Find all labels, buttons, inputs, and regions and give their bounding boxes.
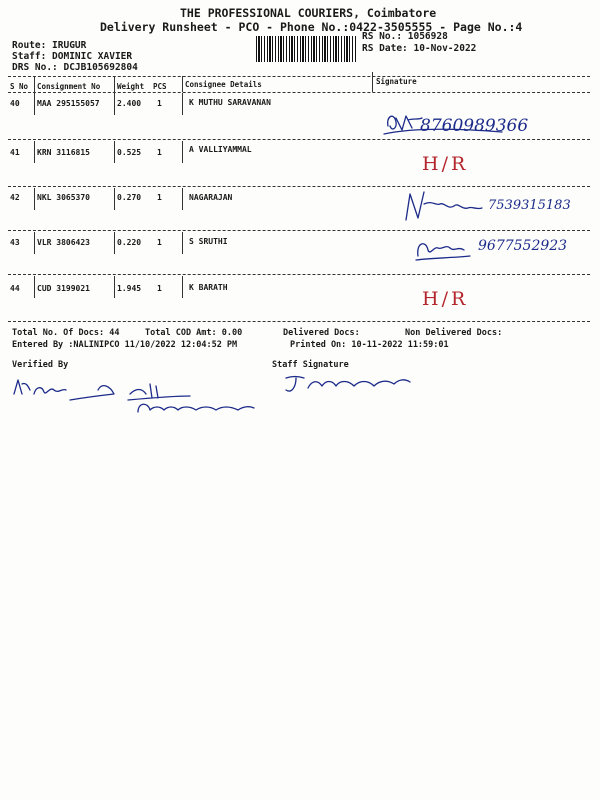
table-row-weight: 0.270 xyxy=(117,193,142,202)
table-row-consignment: CUD 3199021 xyxy=(37,284,90,293)
verifier-signature xyxy=(10,372,280,420)
table-row-pcs: 1 xyxy=(157,238,162,247)
table-row-weight: 0.220 xyxy=(117,238,142,247)
staff-signature xyxy=(282,370,422,398)
printed-on: Printed On: 10-11-2022 11:59:01 xyxy=(290,340,449,350)
table-row-consignee: K BARATH xyxy=(189,283,228,292)
rs-number: RS No.: 1056928 xyxy=(362,31,448,42)
table-row-consignment: NKL 3065370 xyxy=(37,193,90,202)
table-row-consignment: MAA 295155057 xyxy=(37,99,100,108)
entered-by: Entered By :NALINIPCO 11/10/2022 12:04:52 PM xyxy=(12,340,238,350)
table-row-weight: 2.400 xyxy=(117,99,142,108)
col-header-pcs: PCS xyxy=(153,82,167,91)
staff-signature-label: Staff Signature xyxy=(272,360,349,370)
col-header-weight: Weight xyxy=(117,82,145,91)
col-header-consignment: Consignment No xyxy=(37,82,101,91)
handwritten-phone-row40: 8760989366 xyxy=(420,116,529,136)
runsheet-subtitle: Delivery Runsheet - PCO - Phone No.:0422-3505555 - Page No.:4 xyxy=(100,20,523,34)
table-row-consignee: K MUTHU SARAVANAN xyxy=(189,98,271,107)
staff-label: Staff: DOMINIC XAVIER xyxy=(12,51,133,62)
verified-by-label: Verified By xyxy=(12,360,69,370)
table-row-pcs: 1 xyxy=(157,193,162,202)
table-row-sno: 43 xyxy=(10,238,20,247)
table-row-consignee: A VALLIYAMMAL xyxy=(189,145,252,154)
col-header-sno: S No xyxy=(10,82,29,91)
table-row-pcs: 1 xyxy=(157,99,162,108)
table-row-sno: 40 xyxy=(10,99,20,108)
barcode-image xyxy=(256,36,356,62)
table-row-sno: 44 xyxy=(10,284,20,293)
drs-number: DRS No.: DCJB105692804 xyxy=(12,62,138,73)
col-header-consignee: Consignee Details xyxy=(185,80,262,89)
company-title: THE PROFESSIONAL COURIERS, Coimbatore xyxy=(180,6,437,20)
non-delivered-docs: Non Delivered Docs: xyxy=(405,328,503,338)
route-label: Route: IRUGUR xyxy=(12,40,87,51)
table-row-sno: 42 xyxy=(10,193,20,202)
delivered-docs: Delivered Docs: xyxy=(283,328,360,338)
rs-date: RS Date: 10-Nov-2022 xyxy=(362,43,477,54)
table-row-consignee: NAGARAJAN xyxy=(189,193,233,202)
table-row-consignment: VLR 3806423 xyxy=(37,238,90,247)
table-row-consignee: S SRUTHI xyxy=(189,237,228,246)
handwritten-phone-row42: 7539315183 xyxy=(488,198,571,213)
table-row-pcs: 1 xyxy=(157,148,162,157)
table-row-weight: 0.525 xyxy=(117,148,142,157)
table-row-pcs: 1 xyxy=(157,284,162,293)
signature-row42 xyxy=(402,188,492,228)
handwritten-hr-row44: H/R xyxy=(422,288,469,310)
table-row-consignment: KRN 3116815 xyxy=(37,148,90,157)
handwritten-hr-row41: H/R xyxy=(422,153,469,175)
table-row-weight: 1.945 xyxy=(117,284,142,293)
handwritten-phone-row43: 9677552923 xyxy=(478,238,568,254)
col-header-signature: Signature xyxy=(376,77,417,86)
total-docs: Total No. Of Docs: 44 xyxy=(12,328,120,338)
total-cod-amount: Total COD Amt: 0.00 xyxy=(145,328,243,338)
signature-row43 xyxy=(414,236,474,264)
table-row-sno: 41 xyxy=(10,148,20,157)
